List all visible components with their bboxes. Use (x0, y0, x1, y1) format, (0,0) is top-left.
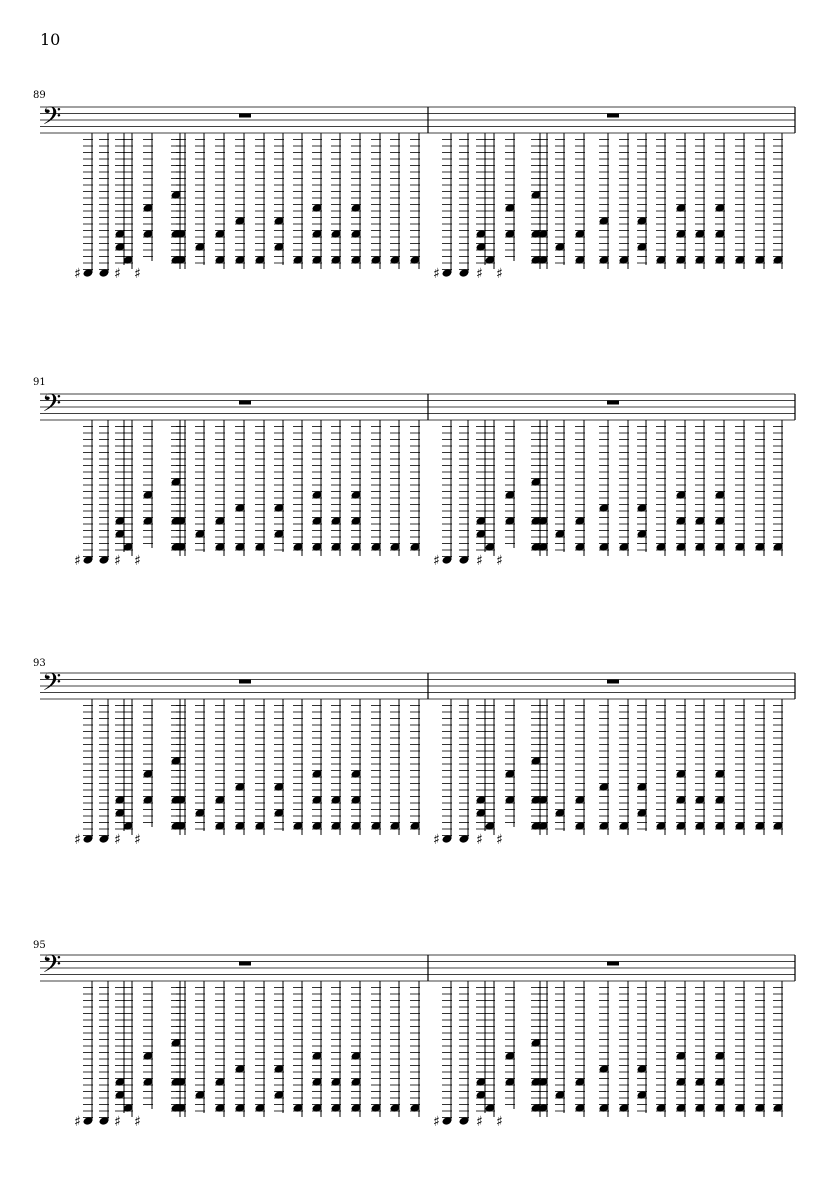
page-number: 10 (40, 30, 61, 49)
measure-number-95: 95 (33, 940, 46, 951)
whole-rest (607, 680, 619, 684)
sharp-icon: ♯ (74, 553, 81, 569)
sharp-icon: ♯ (433, 266, 440, 282)
sharp-icon: ♯ (114, 553, 121, 569)
sharp-icon: ♯ (496, 266, 503, 282)
sharp-icon: ♯ (476, 832, 483, 848)
sharp-icon: ♯ (433, 1114, 440, 1130)
sharp-icon: ♯ (496, 832, 503, 848)
bass-clef-icon: 𝄢 (42, 102, 62, 137)
whole-rest (239, 680, 251, 684)
sharp-icon: ♯ (433, 553, 440, 569)
bass-clef-icon: 𝄢 (42, 950, 62, 985)
sharp-icon: ♯ (476, 266, 483, 282)
whole-rest (239, 401, 251, 405)
measure-number-93: 93 (33, 658, 46, 669)
sharp-icon: ♯ (74, 266, 81, 282)
sharp-icon: ♯ (476, 553, 483, 569)
bass-clef-icon: 𝄢 (42, 389, 62, 424)
sharp-icon: ♯ (496, 1114, 503, 1130)
measure-number-89: 89 (33, 90, 46, 101)
sharp-icon: ♯ (134, 266, 141, 282)
sharp-icon: ♯ (114, 1114, 121, 1130)
sharp-icon: ♯ (433, 832, 440, 848)
sharp-icon: ♯ (74, 1114, 81, 1130)
sharp-icon: ♯ (114, 266, 121, 282)
sharp-icon: ♯ (496, 553, 503, 569)
sharp-icon: ♯ (476, 1114, 483, 1130)
sharp-icon: ♯ (134, 1114, 141, 1130)
measure-number-91: 91 (33, 377, 46, 388)
bass-clef-icon: 𝄢 (42, 668, 62, 703)
sharp-icon: ♯ (134, 553, 141, 569)
sharp-icon: ♯ (114, 832, 121, 848)
whole-rest (607, 962, 619, 966)
sharp-icon: ♯ (134, 832, 141, 848)
whole-rest (607, 114, 619, 118)
whole-rest (607, 401, 619, 405)
whole-rest (239, 114, 251, 118)
whole-rest (239, 962, 251, 966)
sharp-icon: ♯ (74, 832, 81, 848)
